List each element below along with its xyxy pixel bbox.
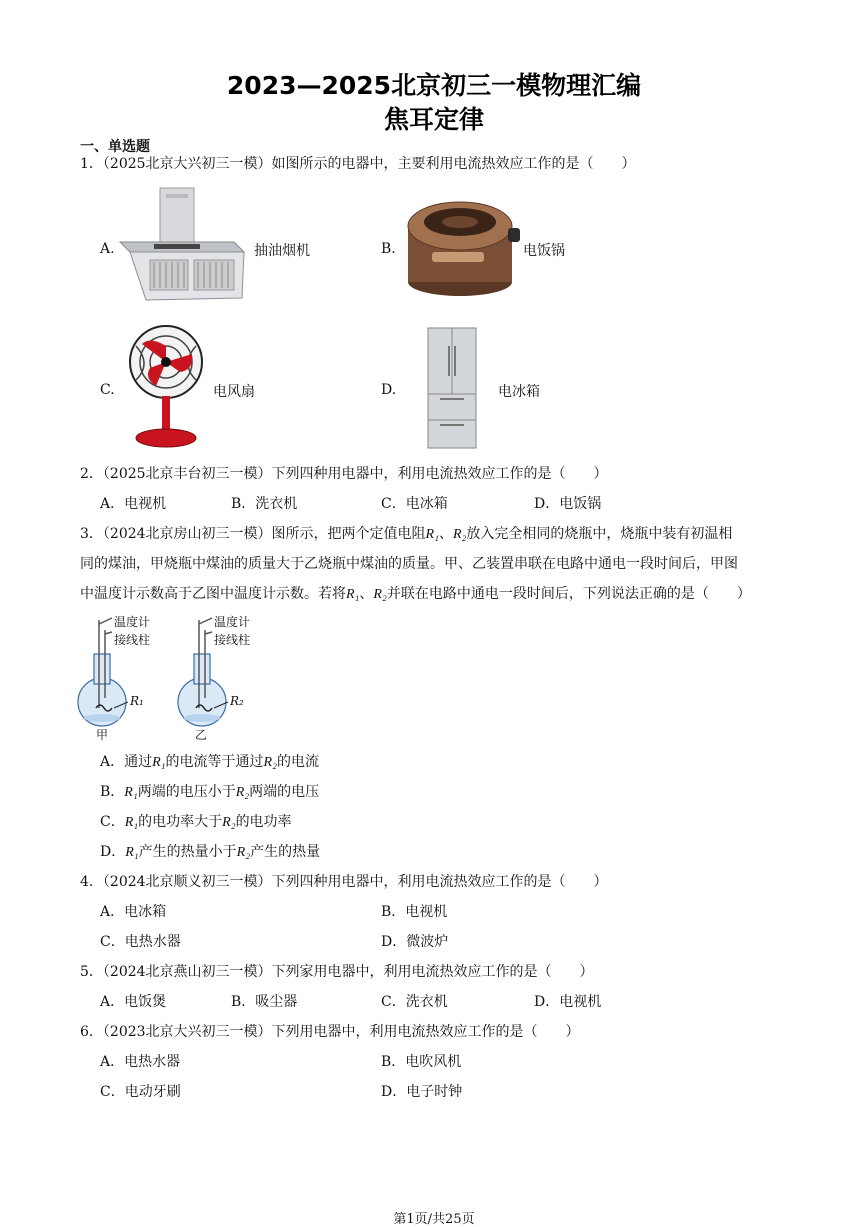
section-heading: 一、单选题	[80, 139, 150, 155]
q3-option-d: D．R₁产生的热量小于R₂产生的热量	[100, 844, 321, 860]
q3-fig-thermometer-label-left: 温度计	[114, 615, 151, 629]
q1-option-a-label: 抽油烟机	[254, 243, 310, 259]
q4-option-b: B．电视机	[381, 904, 448, 920]
electric-fan-image	[122, 324, 212, 450]
q2-option-a: A．电视机	[100, 496, 167, 512]
q2-option-c: C．电冰箱	[381, 496, 448, 512]
q6-option-a: A．电热水器	[100, 1054, 181, 1070]
q3-fig-jia-label: 甲	[96, 728, 109, 742]
q1-option-c-label: 电风扇	[213, 384, 255, 400]
q5-option-d: D．电视机	[534, 994, 602, 1010]
q4-option-c: C．电热水器	[100, 934, 181, 950]
q5-stem: 5．（2024北京燕山初三一模）下列家用电器中，利用电流热效应工作的是（ ）	[80, 964, 594, 980]
q3-option-a: A．通过R₁的电流等于通过R₂的电流	[100, 754, 319, 770]
range-hood-image	[116, 186, 250, 306]
q1-option-a-letter: A.	[100, 241, 115, 257]
q2-stem: 2．（2025北京丰台初三一模）下列四种用电器中，利用电流热效应工作的是（ ）	[80, 466, 608, 482]
q1-option-d-label: 电冰箱	[498, 384, 540, 400]
q5-option-c: C．洗衣机	[381, 994, 448, 1010]
refrigerator-image	[426, 326, 478, 450]
q3-stem-line-1: 3．（2024北京房山初三一模）图所示，把两个定值电阻R₁、R₂放入完全相同的烧瓶中，烧瓶中装有初温相	[80, 526, 733, 542]
page-subtitle: 焦耳定律	[383, 105, 484, 134]
q6-option-d: D．电子时钟	[381, 1084, 463, 1100]
q3-option-b: B．R₁两端的电压小于R₂两端的电压	[100, 784, 320, 800]
q1-option-d-letter: D.	[381, 382, 397, 398]
q6-option-c: C．电动牙刷	[100, 1084, 181, 1100]
q6-option-b: B．电吹风机	[381, 1054, 462, 1070]
q3-fig-r1-label: R₁	[130, 694, 144, 708]
q3-fig-post-label-right: 接线柱	[214, 633, 251, 647]
q1-option-c-letter: C.	[100, 382, 115, 398]
q5-option-b: B．吸尘器	[231, 994, 298, 1010]
q3-fig-yi-label: 乙	[195, 728, 208, 742]
rice-cooker-image	[402, 196, 524, 300]
q3-option-c: C．R₁的电功率大于R₂的电功率	[100, 814, 292, 830]
page-title: 2023—2025北京初三一模物理汇编	[226, 71, 642, 100]
q4-option-d: D．微波炉	[381, 934, 449, 950]
q1-stem: 1．（2025北京大兴初三一模）如图所示的电器中，主要利用电流热效应工作的是（ ）	[80, 156, 636, 172]
q1-option-b-letter: B.	[381, 241, 396, 257]
q2-option-b: B．洗衣机	[231, 496, 298, 512]
q4-option-a: A．电冰箱	[100, 904, 167, 920]
page-footer: 第1页/共25页	[393, 1212, 475, 1227]
q3-fig-thermometer-label-right: 温度计	[214, 615, 251, 629]
q3-stem-line-2: 同的煤油，甲烧瓶中煤油的质量大于乙烧瓶中煤油的质量。甲、乙装置串联在电路中通电一段时间后，甲图	[80, 556, 738, 572]
q5-option-a: A．电饭煲	[100, 994, 167, 1010]
q6-stem: 6．（2023北京大兴初三一模）下列用电器中，利用电流热效应工作的是（ ）	[80, 1024, 580, 1040]
q3-fig-post-label-left: 接线柱	[114, 633, 151, 647]
q1-option-b-label: 电饭锅	[523, 243, 565, 259]
q3-stem-line-3: 中温度计示数高于乙图中温度计示数。若将R₁、R₂并联在电路中通电一段时间后，下列说法正确的是（ ）	[80, 586, 751, 602]
q2-option-d: D．电饭锅	[534, 496, 602, 512]
q4-stem: 4．（2024北京顺义初三一模）下列四种用电器中，利用电流热效应工作的是（ ）	[80, 874, 608, 890]
q3-fig-r2-label: R₂	[230, 694, 244, 708]
